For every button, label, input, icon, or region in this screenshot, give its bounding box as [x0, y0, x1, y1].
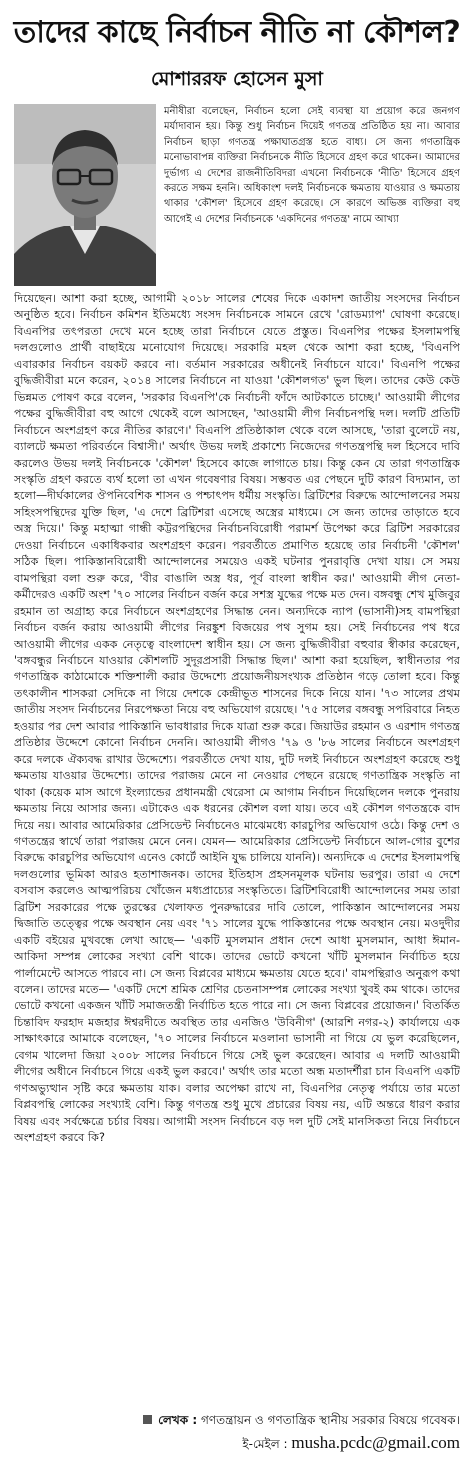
author-portrait-image: [14, 104, 156, 286]
lead-paragraph: মনীষীরা বলেছেন, নির্বাচন হলো সেই ব্যবস্থা যা প্রয়োগ করে জনগণ মর্যাদাবান হয়। কিন্তু শুধু নির্বাচন দিয়েই গণতন্ত্র প্রতিষ্ঠিত হয় না। আবার নির্বাচন ছাড়া গণতন্ত্র পক্ষাঘাতগ্রস্ত হতে বাধ্য। সে জন্য গণতান্ত্রিক মনোভাবাপন্ন ব্যক্তিরা নির্বাচনকে নীতি হিসেবে গ্রহণ করে থাকেন। আমাদের দুর্ভাগ্য এ দেশের রাজনীতিবিদরা এখনো নির্বাচনকে 'নীতি' হিসেবে গ্রহণ করতে সক্ষম হননি। অধিকাংশ দলই নির্বাচনকে ক্ষমতায় যাওয়ার ও ক্ষমতায় থাকার 'কৌশল' হিসেবে গ্রহণ করেছে। সে কারণে অভিজ্ঞ ব্যক্তিরা বহু আগেই এ দেশের নির্বাচনকে 'একদিনের গণতন্ত্র' নামে আখ্যা: [164, 106, 460, 225]
email-address: musha.pcdc@gmail.com: [291, 1433, 460, 1452]
body-text: দিয়েছেন। আশা করা হচ্ছে, আগামী ২০১৮ সালের শেষের দিকে একাদশ জাতীয় সংসদের নির্বাচন অনুষ্ঠিত হবে। নির্বাচন কমিশন ইতিমধ্যে সংসদ নির্বাচনকে সামনে রেখে 'রোডম্যাপ' ঘোষণা করেছে। বিএনপির তৎপরতা দেখে মনে হচ্ছে তারা নির্বাচনে যেতে প্রস্তুত। বিএনপির পক্ষের ইসলামপন্থি দলগুলোও প্রার্থী বাছাইয়ে মনোযোগ দিয়েছে। সরকারি মহল থেকে আশা করা হচ্ছে, 'বিএনপি এবারকার নির্বাচন বয়কট করবে না। বর্তমান সরকারের অধীনেই নির্বাচনে যাবে।' বিএনপি পক্ষের বুদ্ধিজীবীরা মনে করেন, ২০১৪ সালের নির্বাচনে না যাওয়া 'কৌশলগত' ভুল ছিল। তাদের কেউ কেউ ভিন্নমত পোষণ করে বলেন, 'সরকার বিএনপি'কে নির্বাচনী ফাঁদে আটকাতে চাচ্ছে।' আওয়ামী লীগের পক্ষের বুদ্ধিজীবীরা বহু আগে থেকেই বলে আসছেন, 'আওয়ামী লীগ নির্বাচনপন্থি দল। দলটি প্রতিটি নির্বাচনে অংশগ্রহণ করে নীতির কারণে।' বিএনপি প্রতিষ্ঠাকাল থেকে বলে আসছে, 'তারা বুলেটে নয়, ব্যালটে ক্ষমতা পরিবর্তনে বিশ্বাসী।' অর্থাৎ উভয় দলই প্রকাশ্যে নিজেদের গণতন্ত্রপন্থি দল হিসেবে দাবি করলেও উভয় দলই নির্বাচনকে 'কৌশল' হিসেবে কাজে লাগাতে চায়। কিন্তু কেন যে তারা গণতান্ত্রিক সংস্কৃতি গ্রহণ করতে ব্যর্থ হলো তা এখন গবেষণার বিষয়। সম্ভবত এর পেছনে দুটি কারণ বিদ্যমান, তা হলো—দীর্ঘকালের ঔপনিবেশিক শাসন ও পশ্চাৎপদ ধর্মীয় সংস্কৃতি। ব্রিটিশের বিরুদ্ধে আন্দোলনের সময় সহিংসপন্থিদের যুক্তি ছিল, 'এ দেশে ব্রিটিশরা এসেছে অস্ত্রের মাধ্যমে। সে জন্য তাদের তাড়াতে হবে অস্ত্র দিয়ে।' কিন্তু মহাত্মা গান্ধী কট্টরপন্থিদের নির্বাচনবিরোধী পরামর্শ উপেক্ষা করে ব্রিটিশ সরকারের দেওয়া নির্বাচনে একাধিকবার অংশগ্রহণ করেন। পরবর্তীতে প্রমাণিত হয়েছে তার নির্বাচনী 'কৌশল' সঠিক ছিল। পাকিস্তানবিরোধী আন্দোলনের সময়েও একই ঘটনার পুনরাবৃত্তি দেখা যায়। সে সময় বামপন্থিরা বলা শুরু করে, 'বীর বাঙালি অস্ত্র ধর, পূর্ব বাংলা স্বাধীন কর।' আওয়ামী লীগ নেতা-কর্মীদেরও একটি অংশ '৭০ সালের নির্বাচন বর্জন করে সশস্ত্র যুদ্ধের পক্ষে মত দেন। বঙ্গবন্ধু শেখ মুজিবুর রহমান তা অগ্রাহ্য করে নির্বাচনে অংশগ্রহণের সিদ্ধান্ত নেন। অন্যদিকে ন্যাপ (ভাসানী)সহ বামপন্থিরা নির্বাচন বর্জন করায় আওয়ামী লীগের নিরঙ্কুশ বিজয়ের পথ সুগম হয়। সেই নির্বাচনের পথ ধরে আওয়ামী লীগের একক নেতৃত্বে বাংলাদেশ স্বাধীন হয়। সে জন্য বুদ্ধিজীবীরা বহুবার স্বীকার করেছেন, 'বঙ্গবন্ধুর নির্বাচনে যাওয়ার কৌশলটি সুদূরপ্রসারী সিদ্ধান্ত ছিল।' আশা করা হয়েছিল, স্বাধীনতার পর গণতান্ত্রিক কাঠামোকে শক্তিশালী করার উদ্দেশ্যে প্রয়োজনীয়সংখ্যক প্রতিষ্ঠান গড়ে তোলা হবে। কিন্তু তৎকালীন শাসকরা সেদিকে না গিয়ে দেশকে কেন্দ্রীভূত শাসনের দিকে নিয়ে যান। '৭৩ সালের প্রথম জাতীয় সংসদ নির্বাচনের নিরপেক্ষতা নিয়ে বহু অভিযোগ রয়েছে। '৭৫ সালের বঙ্গবন্ধু সপরিবারে নিহত হওয়ার পর দেশ আবার পাকিস্তানি ভাবধারার দিকে যাত্রা শুরু করে। জিয়াউর রহমান ও এরশাদ গণতন্ত্র প্রতিষ্ঠার উদ্দেশে কোনো নির্বাচন দেননি। আওয়ামী লীগও '৭৯ ও '৮৬ সালের নির্বাচনে অংশগ্রহণ করে দলকে ঐক্যবদ্ধ রাখার উদ্দেশ্যে। পরবর্তীতে দেখা যায়, দুটি দলই নির্বাচনে অংশগ্রহণ করেছে শুধু ক্ষমতায় যাওয়ার উদ্দেশ্যে। তাদের পরাজয় মেনে না নেওয়ার পেছনে রয়েছে গণতান্ত্রিক সংস্কৃতি না থাকা (কয়েক মাস আগে ইংল্যান্ডের প্রধানমন্ত্রী থেরেসা মে আগাম নির্বাচন দিয়েছিলেন দলকে পুনরায় ক্ষমতায় নিয়ে আসার জন্য। এটাকেও এক ধরনের কৌশল বলা যায়। তবে এই কৌশল গণতন্ত্রকে বাদ দিয়ে নয়। আবার আমেরিকার প্রেসিডেন্ট নির্বাচনেও মাঝেমধ্যে কারচুপির অভিযোগ ওঠে। কিন্তু দেশ ও গণতন্ত্রের স্বার্থে তারা পরাজয় মেনে নেন। যেমন— আমেরিকার প্রেসিডেন্ট নির্বাচনে আল-গোর বুশের বিরুদ্ধে কারচুপির অভিযোগ এনেও কোর্টে আইনি যুদ্ধ চালিয়ে যাননি)। অন্যদিকে এ দেশের ইসলামপন্থি দলগুলোর ভূমিকা আরও হতাশাজনক। তাদের ইতিহাস প্রহসনমূলক ঘটনায় ভরপুর। তারা এ দেশে বসবাস করলেও আত্মপরিচয় খোঁজেন মধ্যপ্রাচ্যের সংস্কৃতিতে। ব্রিটিশবিরোধী আন্দোলনের সময় তারা ব্রিটিশ সরকারের পক্ষে তুরস্কের খেলাফত পুনরুদ্ধারের দাবি তোলে, পাকিস্তান আন্দোলনের সময় দ্বিজাতি তত্ত্বের পক্ষে অবস্থান নেয় এবং '৭১ সালের যুদ্ধে পাকিস্তানের পক্ষে অবস্থান নেয়। মওদুদীর একটি বইয়ের মুখবন্ধে লেখা আছে— 'একটি মুসলমান প্রধান দেশে আধা মুসলমান, আধা ঈমান-আকিদা সম্পন্ন লোকের সংখ্যা বেশি থাকে। তাদের ভোটে কখনো খাঁটি মুসলমান নির্বাচিত হয়ে পার্লামেন্টে আসতে পারবে না। সে জন্য বিপ্লবের মাধ্যমে ক্ষমতায় যেতে হবে।' বামপন্থিরাও অনুরূপ কথা বলেন। তাদের মতে— 'একটি দেশে শ্রমিক শ্রেণির চেতনাসম্পন্ন লোকের সংখ্যা খুবই কম থাকে। তাদের ভোটে কখনো একজন খাঁটি সমাজতন্ত্রী নির্বাচিত হতে পারে না। সে জন্য বিপ্লবের প্রয়োজন।' বিতর্কিত চিন্তাবিদ ফরহাদ মজহার ঈশ্বরদীতে অবস্থিত তার এনজিও 'উবিনীগ' (আরশি নগর-২) কার্যালয়ে এক সাক্ষাৎকারে আমাকে বলেছেন, '৭০ সালের নির্বাচনে মওলানা ভাসানী না গিয়ে যে ভুল করেছিলেন, বেগম খালেদা জিয়া ২০০৮ সালের নির্বাচনে গিয়ে সেই ভুল করেছেন। আবার এ দলটি আওয়ামী লীগের অধীনে নির্বাচনে গিয়ে একই ভুল করবে।' অর্থাৎ তার মতো অন্ধ মতাদর্শীরা চান বিএনপি একটি গণঅভ্যুত্থান সৃষ্টি করে ক্ষমতায় যাক। বলার অপেক্ষা রাখে না, বিএনপির নেতৃত্ব পর্যায়ে তার মতো বিপ্লবপন্থি লোকের সংখ্যাই বেশি। কিন্তু গণতন্ত্র শুধু মুখে প্রচারের বিষয় নয়, এটি অন্তরে ধারণ করার বিষয় এবং সর্বক্ষেত্রে চর্চার বিষয়। আগামী সংসদ নির্বাচনে বড় দল দুটি সেই মানসিকতা নিয়ে নির্বাচনে অংশগ্রহণ করবে কি?: [14, 292, 460, 1145]
byline: মোশাররফ হোসেন মুসা: [151, 68, 323, 90]
author-photo: [14, 104, 156, 286]
square-bullet-icon: [143, 1415, 152, 1424]
author-note-text: গণতন্ত্রায়ন ও গণতান্ত্রিক স্থানীয় সরকার বিষয়ে গবেষক।: [200, 1413, 460, 1427]
author-note-label: লেখক :: [158, 1413, 198, 1427]
author-note: [0, 1410, 460, 1430]
headline: তাদের কাছে নির্বাচন নীতি না কৌশল?: [13, 15, 461, 50]
email-label: ই-মেইল :: [242, 1437, 288, 1451]
author-email: [0, 1432, 460, 1454]
